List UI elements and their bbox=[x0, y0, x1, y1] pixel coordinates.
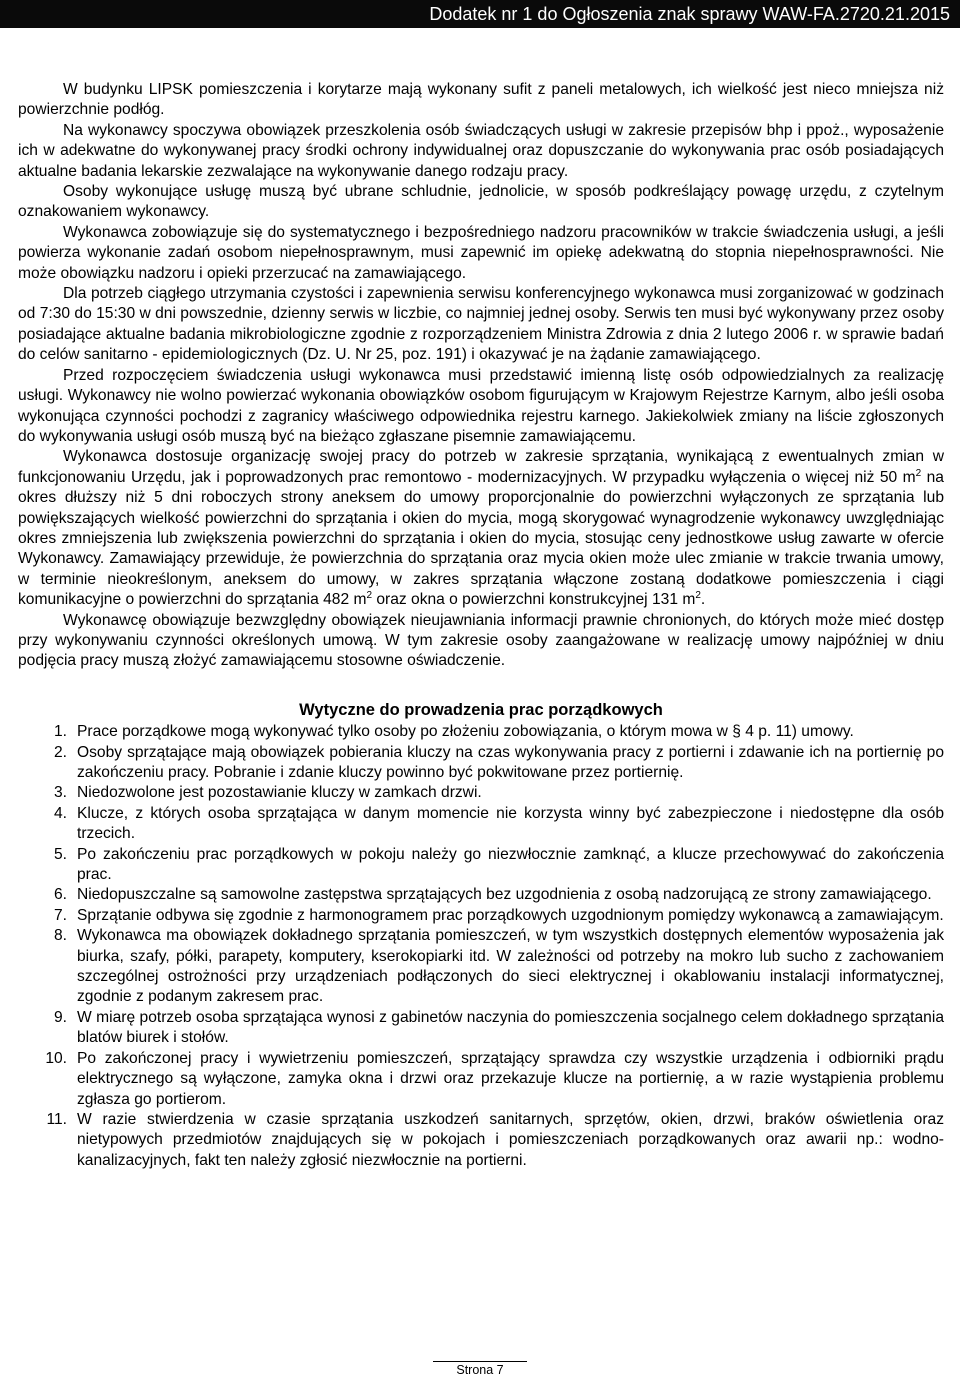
paragraph-text: na okres dłuższy niż 5 dni roboczych strony aneksem do umowy proporcjonalnie do powierzchni wyłączonych ze sprzątania lub powiększających wielkość powierzchni do sprzątania i okien do mycia, mogą skorygować wynagrodzenie wykonawcy uwzględniając okres zmniejszenia lub zwiększenia powierzchni do sprzątania i okien do mycia, stosując ceny jednostkowe usług zawarte w ofercie Wykonawcy. Zamawiający przewiduje, że powierzchnia do sprzątania oraz mycia okien może ulec zmianie w trakcie trwania umowy, w terminie nieokreślonym, aneksem do umowy, w zakres sprzątania włączone zostaną dodatkowe pomieszczenia i ciągi komunikacyjne o powierzchni do sprzątania 482 m bbox=[18, 468, 944, 609]
paragraph: Przed rozpoczęciem świadczenia usługi wykonawca musi przedstawić imienną listę osób odpowiedzialnych za realizację usługi. Wykonawcy nie wolno powierzać wykonania obowiązków osobom figurującym w Krajowym Rejestrze Karnym, albo jeśli osoba wykonująca czynności pochodzi z zagranicy właściwego odpowiednika rejestru karnego. Jakiekolwiek zmiany na liście zgłoszonych do wykonywania usługi osób muszą być na bieżąco zgłaszane pisemnie zamawiającemu. bbox=[18, 366, 944, 445]
list-text: Osoby sprzątające mają obowiązek pobierania kluczy na czas wykonywania pracy z portierni i zdawanie ich na portiernię po zakończeniu pracy. Pobranie i zdanie kluczy powinno być pokwitowane przez portiernię. bbox=[77, 743, 944, 781]
list-item bbox=[18, 783, 944, 803]
superscript: 2 bbox=[366, 589, 373, 601]
list-item bbox=[18, 743, 944, 784]
list-item bbox=[18, 885, 944, 905]
superscript: 2 bbox=[695, 589, 701, 601]
list-item bbox=[18, 1110, 944, 1171]
list-text: Niedozwolone jest pozostawianie kluczy w zamkach drzwi. bbox=[77, 784, 482, 802]
list-text: Po zakończeniu prac porządkowych w pokoju należy go niezwłocznie zamknąć, a klucze przechowywać do zakończenia prac. bbox=[77, 845, 944, 884]
list-item bbox=[18, 1049, 944, 1110]
paragraph-text: oraz okna o powierzchni konstrukcyjnej 131 m bbox=[372, 591, 696, 609]
list-number: 1. bbox=[53, 723, 67, 741]
page-number: Strona 7 bbox=[456, 1363, 504, 1377]
list-number: 6. bbox=[53, 886, 67, 904]
paragraph-text: Wykonawca dostosuje organizację swojej pracy do potrzeb w zakresie sprzątania, wynikającą z ewentualnych zmian w funkcjonowaniu Urzędu, jak i poprowadzonych prac remontowo - modernizacyjnych. W przypadku wyłączenia o więcej niż 50 m bbox=[18, 448, 944, 486]
list-text: Wykonawca ma obowiązek dokładnego sprzątania pomieszczeń, w tym wszystkich dostępnych elementów wyposażenia jak biurka, szafy, półki, parapety, komputery, kserokopiarki itd. W zależności od potrzeby na mokro lub sucho z zachowaniem szczególnej ostrożności przy urządzeniach podłączonych do sieci elektrycznej i okablowaniu instalacji informatycznej, zgodnie z podanym zakresem prac. bbox=[77, 927, 944, 1006]
list-number: 5. bbox=[53, 845, 67, 863]
list-number: 2. bbox=[53, 743, 67, 761]
list-item bbox=[18, 804, 944, 845]
list-item bbox=[18, 722, 944, 742]
list-number: 3. bbox=[53, 784, 67, 802]
list-number: 11. bbox=[46, 1110, 67, 1128]
list-text: Niedopuszczalne są samowolne zastępstwa sprzątających bez uzgodnienia z osobą nadzorującą ze strony zamawiającego. bbox=[77, 886, 932, 904]
list-text: Klucze, z których osoba sprzątająca w danym momencie nie korzysta winny być zabezpieczone i niedostępne dla osób trzecich. bbox=[77, 804, 944, 843]
list-item bbox=[18, 845, 944, 886]
paragraph: W budynku LIPSK pomieszczenia i korytarze mają wykonany sufit z paneli metalowych, ich wielkość jest nieco mniejsza niż powierzchnie podłóg. bbox=[18, 81, 944, 119]
paragraph: Wykonawca zobowiązuje się do systematycznego i bezpośredniego nadzoru pracowników w trakcie świadczenia usługi, a jeśli powierza wykonanie zadań osobom niepełnosprawnym, musi zapewnić im opiekę adekwatną do stopnia niepełnosprawności. Nie może obowiązku nadzoru i opieki przerzucać na zamawiającego. bbox=[18, 223, 944, 282]
list-text: Prace porządkowe mogą wykonywać tylko osoby po złożeniu zobowiązania, o którym mowa w § 4 p. 11) umowy. bbox=[77, 723, 854, 741]
list-number: 4. bbox=[53, 804, 67, 822]
list-item bbox=[18, 1008, 944, 1049]
list-item bbox=[18, 926, 944, 1008]
list-number: 9. bbox=[53, 1008, 67, 1026]
section-title: Wytyczne do prowadzenia prac porządkowych bbox=[299, 700, 663, 719]
document-body bbox=[18, 80, 944, 1171]
list-text: Sprzątanie odbywa się zgodnie z harmonogramem prac porządkowych uzgodnionym pomiędzy wykonawcą a zamawiającym. bbox=[77, 906, 944, 924]
list-number: 10. bbox=[45, 1049, 67, 1067]
list-text: Po zakończonej pracy i wywietrzeniu pomieszczeń, sprzątający sprawdza czy wszystkie urządzenia i odbiorniki prądu elektrycznego są wyłączone, zamyka okna i drzwi oraz przekazuje klucze na portiernię, a w razie wystąpienia problemu zgłasza go portierom. bbox=[77, 1049, 944, 1108]
list-number: 7. bbox=[53, 906, 67, 924]
header-bar bbox=[0, 0, 960, 28]
list-text: W miarę potrzeb osoba sprzątająca wynosi z gabinetów naczynia do pomieszczenia socjalnego celem dokładnego sprzątania blatów biurek i stołów. bbox=[77, 1008, 944, 1047]
paragraph-changes bbox=[18, 447, 944, 610]
list-text: W razie stwierdzenia w czasie sprzątania uszkodzeń sanitarnych, sprzętów, okien, drzwi, braków oświetlenia oraz nietypowych przedmiotów znajdujących się w pokojach i pomieszczeniach porządkowanych oraz awarii np.: wodno-kanalizacyjnych, fakt ten należy zgłosić niezwłocznie na portierni. bbox=[77, 1110, 944, 1169]
paragraph: Na wykonawcy spoczywa obowiązek przeszkolenia osób świadczących usługi w zakresie przepisów bhp i ppoż., wyposażenie ich w adekwatne do wykonywanej pracy środki ochrony indywidualnej oraz dopuszczanie do wykonywania prac osób posiadających aktualne badania lekarskie zezwalające na wykonywanie danego rodzaju pracy. bbox=[18, 121, 944, 180]
list-number: 8. bbox=[53, 927, 67, 945]
list-item bbox=[18, 906, 944, 926]
rules-list bbox=[18, 722, 944, 1171]
paragraph: Osoby wykonujące usługę muszą być ubrane schludnie, jednolicie, w sposób podkreślający powagę urzędu, z czytelnym oznakowaniem wykonawcy. bbox=[18, 183, 944, 221]
document-header: Dodatek nr 1 do Ogłoszenia znak sprawy WAW-FA.2720.21.2015 bbox=[429, 4, 950, 24]
paragraph: Dla potrzeb ciągłego utrzymania czystości i zapewnienia serwisu konferencyjnego wykonawca musi zorganizować w godzinach od 7:30 do 15:30 w dni powszednie, dzienny serwis w liczbie, co najmniej jednej osoby. Serwis ten musi być wykonywany przez osoby posiadające aktualne badania mikrobiologiczne zgodnie z rozporządzeniem Ministra Zdrowia z dnia 2 lutego 2006 r. w sprawie badań do celów sanitarno - epidemiologicznych (Dz. U. Nr 25, poz. 191) i okazywać je na żądanie zamawiającego. bbox=[18, 285, 944, 364]
superscript: 2 bbox=[915, 467, 922, 479]
paragraph: Wykonawcę obowiązuje bezwzględny obowiązek nieujawniania informacji prawnie chronionych, do których może mieć dostęp przy wykonywaniu czynności określonych umową. W tym zakresie osoby zaangażowane w realizację umowy najpóźniej w dniu podjęcia pracy muszą złożyć zamawiającemu stosowne oświadczenie. bbox=[18, 611, 944, 670]
paragraph-text: . bbox=[700, 591, 706, 609]
